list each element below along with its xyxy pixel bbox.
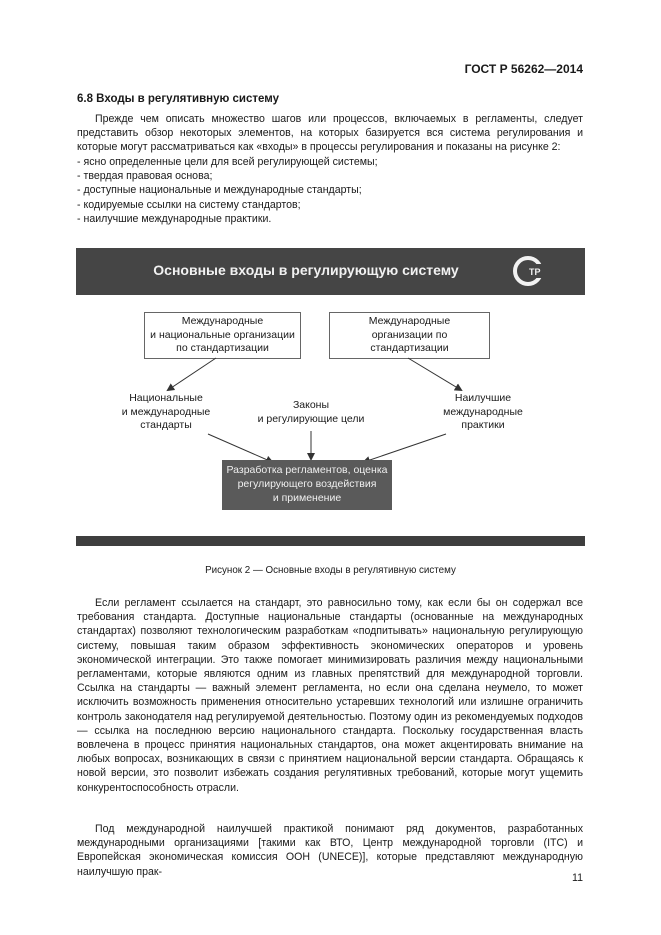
bullet-item: - ясно определенные цели для всей регулирующей системы; [77,155,378,169]
intro-paragraph: Прежде чем описать множество шагов или процессов, включаемых в регламенты, следует представить обзор некоторых элементов, на которых базируется вся система регулирования и которые могут рассматриваться как «входы» в процессы регулирования и показаны на рисунке 2: [77,113,583,154]
page-number: 11 [572,872,583,884]
bullet-list [77,155,378,226]
figure-caption: Рисунок 2 — Основные входы в регулятивную систему [205,565,456,576]
body-paragraph-1: Если регламент ссылается на стандарт, это равносильно тому, как если бы он содержал все требования стандарта. Доступные национальные стандарты (основанные на международных стандартах) позволяют технологическим разработкам «подпитывать» национальную регулирующую систему, повышая таким образом эффективность экономических операторов и уровень экономической интеграции. Это также помогает минимизировать различия между национальными регламентами, которые являются одним из главных препятствий для международной торговли. Ссылка на стандарты — важный элемент регламента, но если она сделана неумело, то может исключить возможность применения относительно устаревших технологий или излишне ограничить контроль законодателя над регулируемой деятельностью. Поэтому один из рекомендуемых подходов — ссылка на последнюю версию национального стандарта. Поскольку государственная власть вовлечена в процесс принятия национальных стандартов, она может акцентировать внимание на любых вопросах, возникающих в связи с принятием национальной версии стандарта. Обращаясь к новой версии, это позволит избежать создания регулятивных требований, которые могут ущемить конкурентоспособность отрасли. [77,597,583,794]
standard-code: ГОСТ Р 56262—2014 [464,62,583,76]
bullet-item: - твердая правовая основа; [77,169,378,183]
bullet-item: - наилучшие международные практики. [77,212,378,226]
arrow-box-to-standards [168,358,216,390]
box-left-text: Международные и национальные организации по стандартизации [150,315,295,354]
box-right-text: Международные организации по стандартизации [368,315,451,354]
arrow-box-to-practices [408,358,461,390]
bullet-item: - доступные национальные и международные стандарты; [77,183,378,197]
node-laws: Законы и регулирующие цели [257,399,365,425]
result-box [222,460,392,510]
arrow-practices-to-result [364,434,446,462]
node-standards: Национальные и международные стандарты [121,392,211,431]
arrow-standards-to-result [208,434,272,462]
section-title: 6.8 Входы в регулятивную систему [77,93,279,105]
node-best-practices: Наилучшие международные практики [443,392,523,431]
result-text: Разработка регламентов, оценка регулирующего воздействия и применение [226,464,388,504]
figure-diagram [76,238,585,550]
figure-title: Основные входы в регулирующую систему [153,262,459,278]
svg-text:ТР: ТР [529,267,541,277]
figure-bottom-bar [76,536,585,546]
bullet-item: - кодируемые ссылки на систему стандартов; [77,198,378,212]
body-paragraph-2: Под международной наилучшей практикой понимают ряд документов, разработанных международными организациями [такими как ВТО, Центр международной торговли (ITC) и Европейская экономическая комиссия ООН (UNECE)], которые представляют международную наилучшую прак- [77,823,583,878]
